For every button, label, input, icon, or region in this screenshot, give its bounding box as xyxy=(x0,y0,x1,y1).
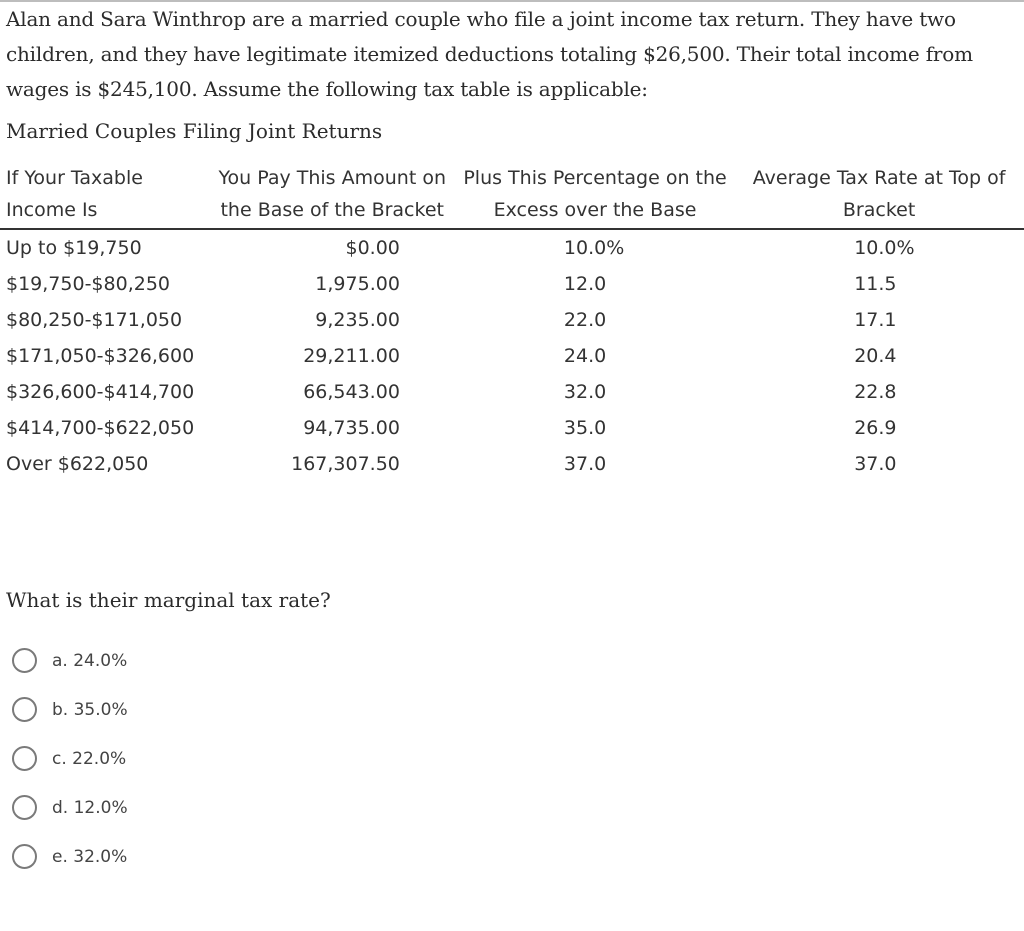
table-header-row xyxy=(0,162,1024,229)
radio-button[interactable] xyxy=(12,697,37,722)
table-row xyxy=(0,229,1024,266)
bracket-range: $80,250-$171,050 xyxy=(6,309,183,331)
tax-table xyxy=(0,162,1024,482)
table-title: Married Couples Filing Joint Returns xyxy=(6,119,383,143)
header-base-amount: You Pay This Amount on the Base of the Bracket xyxy=(209,162,456,229)
average-rate: 11.5 xyxy=(854,273,897,295)
header-average-rate: Average Tax Rate at Top of Bracket xyxy=(734,162,1024,229)
average-rate: 10.0% xyxy=(854,237,915,259)
bracket-range: $171,050-$326,600 xyxy=(6,345,195,367)
header-taxable-income: If Your Taxable Income Is xyxy=(0,162,209,229)
table-row xyxy=(0,302,1024,338)
radio-button[interactable] xyxy=(12,844,37,869)
bracket-range: Over $622,050 xyxy=(6,453,149,475)
base-amount: 9,235.00 xyxy=(315,309,400,331)
base-amount: 1,975.00 xyxy=(315,273,400,295)
question-text: What is their marginal tax rate? xyxy=(6,588,331,612)
percentage: 22.0 xyxy=(563,309,607,331)
average-rate: 20.4 xyxy=(854,345,897,367)
base-amount: $0.00 xyxy=(345,237,400,259)
average-rate: 37.0 xyxy=(854,453,897,475)
option-label: c. 22.0% xyxy=(52,748,127,769)
table-row xyxy=(0,338,1024,374)
table-row xyxy=(0,266,1024,302)
option-label: d. 12.0% xyxy=(52,797,128,818)
problem-statement: Alan and Sara Winthrop are a married couple who file a joint income tax return. They have two children, and they have legitimate itemized deductions totaling $26,500. Their total income from wages is $245,100. Assume the following tax table is applicable: xyxy=(6,7,973,101)
base-amount: 167,307.50 xyxy=(291,453,400,475)
radio-button[interactable] xyxy=(12,746,37,771)
table-row xyxy=(0,374,1024,410)
base-amount: 29,211.00 xyxy=(303,345,400,367)
average-rate: 26.9 xyxy=(854,417,897,439)
answer-option-d[interactable] xyxy=(12,783,128,832)
answer-option-a[interactable] xyxy=(12,636,128,685)
base-amount: 66,543.00 xyxy=(303,381,400,403)
answer-option-e[interactable] xyxy=(12,832,128,881)
answer-options xyxy=(12,636,128,881)
table-row xyxy=(0,410,1024,446)
answer-option-c[interactable] xyxy=(12,734,128,783)
option-label: e. 32.0% xyxy=(52,846,128,867)
bracket-range: $326,600-$414,700 xyxy=(6,381,195,403)
percentage: 10.0% xyxy=(563,237,625,259)
percentage: 12.0 xyxy=(563,273,607,295)
average-rate: 17.1 xyxy=(854,309,897,331)
percentage: 24.0 xyxy=(563,345,607,367)
bracket-range: $414,700-$622,050 xyxy=(6,417,195,439)
radio-button[interactable] xyxy=(12,648,37,673)
average-rate: 22.8 xyxy=(854,381,897,403)
percentage: 32.0 xyxy=(563,381,607,403)
answer-option-b[interactable] xyxy=(12,685,128,734)
radio-button[interactable] xyxy=(12,795,37,820)
header-percentage: Plus This Percentage on the Excess over the Base xyxy=(456,162,734,229)
table-row xyxy=(0,446,1024,482)
bracket-range: $19,750-$80,250 xyxy=(6,273,170,295)
base-amount: 94,735.00 xyxy=(303,417,400,439)
percentage: 37.0 xyxy=(563,453,607,475)
option-label: b. 35.0% xyxy=(52,699,128,720)
percentage: 35.0 xyxy=(563,417,607,439)
option-label: a. 24.0% xyxy=(52,650,128,671)
bracket-range: Up to $19,750 xyxy=(6,237,142,259)
